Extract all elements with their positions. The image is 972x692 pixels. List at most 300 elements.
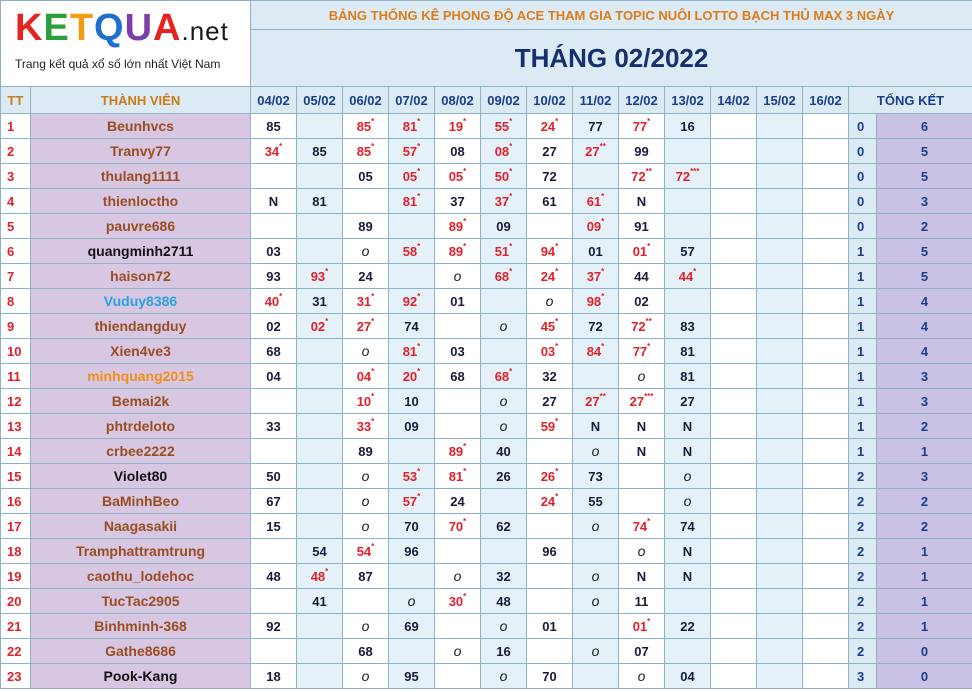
result-cell	[435, 464, 481, 489]
result-cell	[757, 564, 803, 589]
result-cell: 01	[435, 289, 481, 314]
hit-marker: *	[325, 316, 329, 326]
result-cell	[711, 489, 757, 514]
row-number: 16	[1, 489, 31, 514]
row-number: 12	[1, 389, 31, 414]
table-row	[1, 564, 972, 589]
result-cell: 02	[251, 314, 297, 339]
table-row	[1, 239, 972, 264]
col-header-member: THÀNH VIÊN	[31, 87, 251, 114]
result-cell	[757, 539, 803, 564]
result-cell: 89	[343, 439, 389, 464]
result-cell	[297, 439, 343, 464]
result-cell: N	[619, 414, 665, 439]
member-name: BaMinhBeo	[31, 489, 251, 514]
result-number: 51	[494, 243, 510, 259]
result-cell	[297, 114, 343, 139]
hit-marker: *	[417, 191, 421, 201]
result-cell: 18	[251, 664, 297, 689]
result-cell: 55	[573, 489, 619, 514]
result-cell	[711, 314, 757, 339]
result-cell	[573, 164, 619, 189]
table-row	[1, 139, 972, 164]
result-cell	[527, 464, 573, 489]
result-cell: 74	[665, 514, 711, 539]
hit-marker: **	[599, 141, 606, 151]
table-row	[1, 514, 972, 539]
result-cell: 08	[435, 139, 481, 164]
summary-count-a: 1	[849, 364, 877, 389]
result-cell: 40	[481, 439, 527, 464]
summary-count-a: 1	[849, 414, 877, 439]
row-number: 6	[1, 239, 31, 264]
result-cell	[435, 239, 481, 264]
result-cell: 16	[481, 639, 527, 664]
result-cell	[435, 439, 481, 464]
result-cell	[803, 389, 849, 414]
result-number: 74	[632, 518, 648, 534]
result-cell	[481, 339, 527, 364]
result-cell	[573, 364, 619, 389]
result-cell: 27	[527, 139, 573, 164]
logo-wordmark	[15, 7, 229, 50]
summary-count-a: 1	[849, 264, 877, 289]
result-cell	[711, 239, 757, 264]
logo-letters	[15, 7, 182, 50]
member-name: Violet80	[31, 464, 251, 489]
result-cell: N	[619, 564, 665, 589]
result-cell	[757, 189, 803, 214]
table-row	[1, 439, 972, 464]
summary-count-a: 2	[849, 489, 877, 514]
result-cell	[803, 139, 849, 164]
hit-marker: ***	[644, 391, 654, 401]
row-number: 1	[1, 114, 31, 139]
hit-marker: *	[509, 141, 513, 151]
result-cell: o	[343, 339, 389, 364]
result-cell	[389, 439, 435, 464]
hit-marker: *	[555, 416, 559, 426]
result-number: 30	[448, 593, 464, 609]
result-number: 89	[448, 243, 464, 259]
result-cell	[803, 189, 849, 214]
result-cell	[297, 164, 343, 189]
result-cell	[619, 514, 665, 539]
hit-marker: *	[509, 191, 513, 201]
result-cell: 93	[251, 264, 297, 289]
hit-marker: *	[601, 216, 605, 226]
result-cell: 16	[665, 114, 711, 139]
result-cell: 68	[343, 639, 389, 664]
col-header-date: 04/02	[251, 87, 297, 114]
result-cell	[711, 339, 757, 364]
row-number: 4	[1, 189, 31, 214]
month-title: THÁNG 02/2022	[251, 30, 972, 87]
result-cell: o	[665, 464, 711, 489]
hit-marker: **	[645, 166, 652, 176]
logo-net: .net	[181, 16, 229, 46]
summary-count-a: 1	[849, 389, 877, 414]
hit-marker: *	[371, 141, 375, 151]
member-name: Beunhvcs	[31, 114, 251, 139]
hit-marker: *	[371, 541, 375, 551]
result-cell: 01	[527, 614, 573, 639]
result-cell	[665, 139, 711, 164]
result-cell	[619, 114, 665, 139]
result-number: 93	[310, 268, 326, 284]
result-cell	[481, 264, 527, 289]
result-number: 26	[540, 468, 556, 484]
result-cell: 81	[297, 189, 343, 214]
result-number: 19	[448, 118, 464, 134]
hit-marker: *	[463, 116, 467, 126]
member-name: thulang1111	[31, 164, 251, 189]
result-cell	[435, 389, 481, 414]
result-cell	[711, 164, 757, 189]
member-name: thiendangduy	[31, 314, 251, 339]
result-cell	[573, 189, 619, 214]
summary-count-b: 4	[877, 314, 972, 339]
hit-marker: *	[647, 241, 651, 251]
result-cell: o	[573, 589, 619, 614]
result-number: 40	[264, 293, 280, 309]
result-cell	[573, 614, 619, 639]
member-name: Bemai2k	[31, 389, 251, 414]
col-header-date: 15/02	[757, 87, 803, 114]
result-cell	[803, 539, 849, 564]
result-cell	[251, 439, 297, 464]
result-cell	[757, 139, 803, 164]
table-row	[1, 364, 972, 389]
result-cell	[665, 264, 711, 289]
col-header-tt: TT	[1, 87, 31, 114]
summary-count-a: 2	[849, 564, 877, 589]
result-number: 81	[448, 468, 464, 484]
result-cell	[297, 389, 343, 414]
result-cell	[803, 314, 849, 339]
result-number: 05	[448, 168, 464, 184]
summary-count-b: 5	[877, 264, 972, 289]
result-cell	[803, 514, 849, 539]
hit-marker: *	[463, 466, 467, 476]
hit-marker: *	[647, 116, 651, 126]
result-cell	[711, 439, 757, 464]
logo-letter: T	[69, 7, 95, 49]
result-cell	[251, 389, 297, 414]
hit-marker: *	[371, 316, 375, 326]
result-number: 27	[629, 393, 645, 409]
row-number: 20	[1, 589, 31, 614]
result-cell	[297, 464, 343, 489]
row-number: 22	[1, 639, 31, 664]
summary-count-a: 1	[849, 239, 877, 264]
result-number: 77	[632, 118, 648, 134]
result-cell	[251, 589, 297, 614]
row-number: 17	[1, 514, 31, 539]
result-number: 01	[632, 243, 648, 259]
col-header-summary: TỔNG KẾT	[849, 87, 972, 114]
hit-marker: *	[417, 291, 421, 301]
result-cell: o	[527, 289, 573, 314]
member-name: pauvre686	[31, 214, 251, 239]
result-number: 89	[448, 443, 464, 459]
result-number: 37	[586, 268, 602, 284]
logo-tagline: Trang kết quả xổ số lớn nhất Việt Nam	[15, 57, 221, 71]
table-banner: BẢNG THỐNG KÊ PHONG ĐỘ ACE THAM GIA TOPIC NUÔI LOTTO BẠCH THỦ MAX 3 NGÀY	[251, 1, 972, 30]
col-header-date: 08/02	[435, 87, 481, 114]
result-cell	[757, 439, 803, 464]
result-number: 24	[540, 118, 556, 134]
result-cell	[803, 164, 849, 189]
result-number: 85	[356, 143, 372, 159]
hit-marker: *	[463, 166, 467, 176]
summary-count-b: 1	[877, 589, 972, 614]
row-number: 23	[1, 664, 31, 689]
result-cell	[481, 539, 527, 564]
result-cell: 96	[527, 539, 573, 564]
col-header-date: 10/02	[527, 87, 573, 114]
result-cell: o	[435, 564, 481, 589]
result-cell: 85	[251, 114, 297, 139]
table-row	[1, 189, 972, 214]
result-number: 44	[678, 268, 694, 284]
result-cell	[803, 464, 849, 489]
row-number: 2	[1, 139, 31, 164]
result-cell: 77	[573, 114, 619, 139]
result-cell	[757, 364, 803, 389]
result-cell: 07	[619, 639, 665, 664]
result-number: 84	[586, 343, 602, 359]
result-cell	[757, 214, 803, 239]
table-row	[1, 464, 972, 489]
summary-count-b: 2	[877, 514, 972, 539]
col-header-date: 07/02	[389, 87, 435, 114]
result-cell	[757, 164, 803, 189]
member-name: Pook-Kang	[31, 664, 251, 689]
result-cell	[757, 389, 803, 414]
summary-count-b: 0	[877, 664, 972, 689]
table-row	[1, 614, 972, 639]
result-number: 81	[402, 193, 418, 209]
result-cell: 32	[527, 364, 573, 389]
result-cell	[297, 489, 343, 514]
result-cell	[619, 339, 665, 364]
result-cell: 70	[389, 514, 435, 539]
summary-count-b: 3	[877, 464, 972, 489]
result-cell: o	[343, 464, 389, 489]
row-number: 5	[1, 214, 31, 239]
result-cell	[803, 639, 849, 664]
row-number: 18	[1, 539, 31, 564]
result-cell: 03	[251, 239, 297, 264]
hit-marker: *	[509, 241, 513, 251]
result-cell: 69	[389, 614, 435, 639]
hit-marker: *	[693, 266, 697, 276]
result-cell	[297, 614, 343, 639]
result-cell: 68	[435, 364, 481, 389]
hit-marker: *	[555, 316, 559, 326]
result-cell	[297, 314, 343, 339]
result-cell	[711, 364, 757, 389]
result-number: 01	[632, 618, 648, 634]
result-cell: 72	[527, 164, 573, 189]
result-cell: 33	[251, 414, 297, 439]
result-cell: 99	[619, 139, 665, 164]
result-cell	[803, 264, 849, 289]
hit-marker: **	[599, 391, 606, 401]
result-cell	[757, 314, 803, 339]
result-number: 08	[494, 143, 510, 159]
table-row	[1, 114, 972, 139]
result-cell	[711, 189, 757, 214]
result-cell	[435, 589, 481, 614]
row-number: 14	[1, 439, 31, 464]
result-number: 61	[586, 193, 602, 209]
result-cell	[573, 214, 619, 239]
result-number: 02	[310, 318, 326, 334]
hit-marker: *	[325, 266, 329, 276]
row-number: 8	[1, 289, 31, 314]
result-cell	[803, 114, 849, 139]
result-cell	[481, 139, 527, 164]
result-cell: N	[573, 414, 619, 439]
result-number: 57	[402, 493, 418, 509]
hit-marker: *	[463, 441, 467, 451]
result-cell	[527, 339, 573, 364]
result-cell: o	[343, 489, 389, 514]
result-cell	[389, 489, 435, 514]
result-cell: 04	[665, 664, 711, 689]
summary-count-a: 2	[849, 589, 877, 614]
result-cell: 87	[343, 564, 389, 589]
result-cell: 03	[435, 339, 481, 364]
result-cell: 02	[619, 289, 665, 314]
result-cell	[297, 264, 343, 289]
result-cell	[665, 189, 711, 214]
table-row	[1, 539, 972, 564]
result-cell	[573, 539, 619, 564]
hit-marker: *	[601, 266, 605, 276]
summary-count-b: 6	[877, 114, 972, 139]
table-row	[1, 289, 972, 314]
hit-marker: *	[371, 366, 375, 376]
hit-marker: *	[647, 341, 651, 351]
result-cell	[343, 314, 389, 339]
result-cell	[297, 639, 343, 664]
hit-marker: *	[555, 341, 559, 351]
hit-marker: *	[417, 366, 421, 376]
result-cell	[435, 414, 481, 439]
result-number: 58	[402, 243, 418, 259]
table-row	[1, 264, 972, 289]
hit-marker: *	[601, 341, 605, 351]
result-cell	[527, 639, 573, 664]
result-number: 81	[402, 118, 418, 134]
result-cell	[757, 489, 803, 514]
result-number: 72	[631, 168, 646, 184]
hit-marker: *	[463, 591, 467, 601]
result-number: 59	[540, 418, 556, 434]
result-cell	[619, 164, 665, 189]
row-number: 9	[1, 314, 31, 339]
result-number: 20	[402, 368, 418, 384]
result-cell	[389, 564, 435, 589]
result-cell: o	[481, 389, 527, 414]
result-cell	[481, 164, 527, 189]
ketqua-logo	[1, 1, 251, 87]
col-header-date: 13/02	[665, 87, 711, 114]
summary-count-b: 3	[877, 189, 972, 214]
result-number: 92	[402, 293, 418, 309]
result-cell	[803, 339, 849, 364]
result-cell	[527, 589, 573, 614]
row-number: 21	[1, 614, 31, 639]
result-cell: N	[665, 539, 711, 564]
summary-count-a: 2	[849, 539, 877, 564]
result-cell	[527, 264, 573, 289]
result-cell	[527, 214, 573, 239]
result-number: 94	[540, 243, 556, 259]
member-name: Naagasakii	[31, 514, 251, 539]
summary-count-b: 1	[877, 564, 972, 589]
result-cell	[665, 164, 711, 189]
result-cell	[343, 139, 389, 164]
hit-marker: *	[555, 116, 559, 126]
row-number: 19	[1, 564, 31, 589]
result-cell	[619, 464, 665, 489]
result-cell	[251, 639, 297, 664]
result-cell: 68	[251, 339, 297, 364]
result-cell: 09	[389, 414, 435, 439]
result-number: 37	[494, 193, 510, 209]
result-cell: 92	[251, 614, 297, 639]
result-cell	[619, 489, 665, 514]
result-cell: 04	[251, 364, 297, 389]
result-cell: 67	[251, 489, 297, 514]
result-number: 55	[494, 118, 510, 134]
result-cell	[435, 664, 481, 689]
result-cell	[711, 614, 757, 639]
result-cell	[757, 614, 803, 639]
result-cell	[711, 664, 757, 689]
result-cell	[757, 639, 803, 664]
result-cell	[389, 339, 435, 364]
result-cell	[711, 114, 757, 139]
result-number: 45	[540, 318, 556, 334]
result-cell	[803, 239, 849, 264]
result-cell: o	[481, 664, 527, 689]
result-cell: o	[573, 564, 619, 589]
summary-count-b: 5	[877, 164, 972, 189]
result-cell: 89	[343, 214, 389, 239]
result-cell: 85	[297, 139, 343, 164]
hit-marker: *	[371, 291, 375, 301]
result-cell: 72	[573, 314, 619, 339]
summary-count-b: 3	[877, 364, 972, 389]
result-cell: o	[573, 514, 619, 539]
summary-count-b: 3	[877, 389, 972, 414]
result-cell	[389, 639, 435, 664]
result-number: 27	[585, 143, 600, 159]
result-cell: o	[435, 639, 481, 664]
result-number: 24	[540, 268, 556, 284]
result-number: 05	[402, 168, 418, 184]
result-cell	[527, 564, 573, 589]
result-cell	[573, 389, 619, 414]
row-number: 11	[1, 364, 31, 389]
hit-marker: *	[325, 566, 329, 576]
result-cell	[757, 289, 803, 314]
